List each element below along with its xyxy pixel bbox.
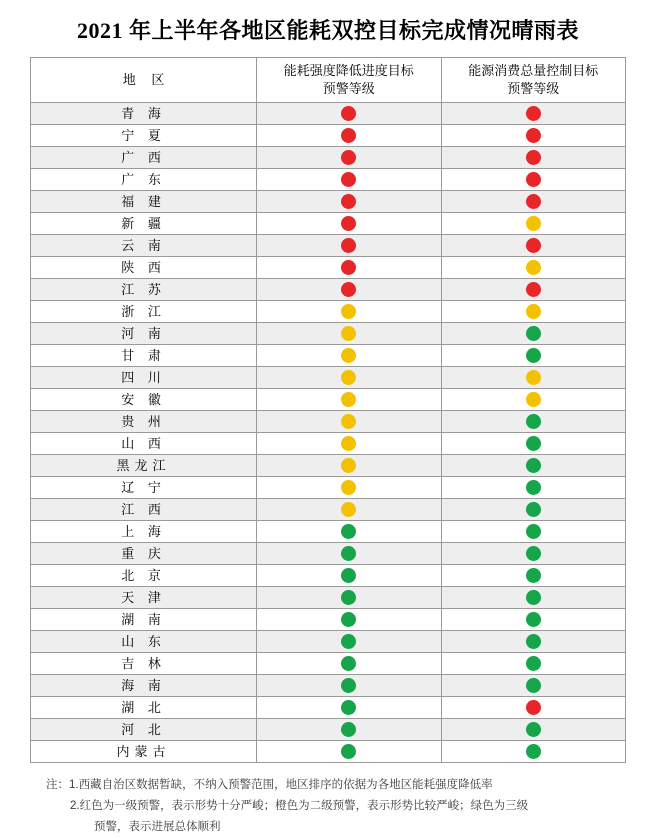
total-warning-cell [441, 257, 625, 279]
warning-dot-red [341, 150, 356, 165]
warning-dot-yellow [526, 304, 541, 319]
intensity-warning-cell [257, 455, 441, 477]
table-row [31, 609, 626, 631]
intensity-warning-cell [257, 697, 441, 719]
warning-dot-red [341, 172, 356, 187]
warning-dot-green [526, 590, 541, 605]
note-line-3: 预警，表示进展总体顺利 [94, 821, 221, 833]
warning-dot-yellow [341, 458, 356, 473]
warning-dot-green [526, 348, 541, 363]
intensity-warning-cell [257, 279, 441, 301]
column-header-intensity [257, 58, 441, 103]
table-row [31, 631, 626, 653]
warning-dot-yellow [341, 436, 356, 451]
warning-dot-green [341, 700, 356, 715]
table-row [31, 675, 626, 697]
intensity-warning-cell [257, 345, 441, 367]
warning-dot-red [526, 282, 541, 297]
warning-dot-green [526, 502, 541, 517]
warning-dot-red [341, 260, 356, 275]
intensity-warning-cell [257, 301, 441, 323]
warning-dot-green [526, 326, 541, 341]
total-warning-cell [441, 455, 625, 477]
region-name: 内蒙古 [31, 741, 257, 763]
region-name: 广 西 [31, 147, 257, 169]
intensity-warning-cell [257, 565, 441, 587]
total-warning-cell [441, 301, 625, 323]
intensity-warning-cell [257, 653, 441, 675]
intensity-warning-cell [257, 433, 441, 455]
energy-warning-table [30, 57, 626, 763]
warning-dot-green [526, 568, 541, 583]
table-row [31, 411, 626, 433]
region-name: 吉 林 [31, 653, 257, 675]
intensity-warning-cell [257, 609, 441, 631]
warning-dot-green [526, 612, 541, 627]
table-row [31, 389, 626, 411]
region-name: 贵 州 [31, 411, 257, 433]
table-row [31, 103, 626, 125]
warning-dot-green [341, 590, 356, 605]
table-row [31, 235, 626, 257]
warning-dot-green [526, 436, 541, 451]
region-name: 陕 西 [31, 257, 257, 279]
warning-dot-green [526, 634, 541, 649]
table-row [31, 257, 626, 279]
warning-dot-green [526, 414, 541, 429]
intensity-warning-cell [257, 499, 441, 521]
total-warning-cell [441, 719, 625, 741]
intensity-warning-cell [257, 235, 441, 257]
warning-dot-red [526, 106, 541, 121]
total-warning-cell [441, 411, 625, 433]
warning-dot-red [341, 106, 356, 121]
region-name: 湖 南 [31, 609, 257, 631]
region-name: 浙 江 [31, 301, 257, 323]
warning-dot-red [341, 128, 356, 143]
intensity-warning-cell [257, 411, 441, 433]
intensity-warning-cell [257, 213, 441, 235]
total-warning-cell [441, 609, 625, 631]
region-name: 云 南 [31, 235, 257, 257]
total-warning-cell [441, 323, 625, 345]
warning-dot-red [526, 128, 541, 143]
warning-dot-green [341, 524, 356, 539]
region-name: 上 海 [31, 521, 257, 543]
table-row [31, 653, 626, 675]
warning-dot-yellow [526, 216, 541, 231]
table-row [31, 213, 626, 235]
region-name: 天 津 [31, 587, 257, 609]
warning-dot-red [341, 238, 356, 253]
intensity-warning-cell [257, 147, 441, 169]
warning-dot-green [341, 546, 356, 561]
total-warning-cell [441, 279, 625, 301]
region-name: 山 东 [31, 631, 257, 653]
total-warning-cell [441, 433, 625, 455]
table-row [31, 477, 626, 499]
total-warning-cell [441, 367, 625, 389]
table-notes [30, 775, 626, 838]
warning-dot-green [526, 480, 541, 495]
region-name: 山 西 [31, 433, 257, 455]
region-name: 青 海 [31, 103, 257, 125]
note-line-1: 注：1.西藏自治区数据暂缺，不纳入预警范围，地区排序的依据为各地区能耗强度降低率 [46, 779, 493, 791]
total-warning-cell [441, 521, 625, 543]
intensity-warning-cell [257, 477, 441, 499]
warning-dot-green [526, 546, 541, 561]
table-row [31, 169, 626, 191]
warning-dot-yellow [526, 392, 541, 407]
table-row [31, 543, 626, 565]
intensity-warning-cell [257, 191, 441, 213]
total-warning-cell [441, 235, 625, 257]
table-row [31, 147, 626, 169]
table-row [31, 565, 626, 587]
column-header-region-label: 地 区 [122, 72, 171, 87]
column-header-intensity-line1: 能耗强度降低进度目标 [283, 63, 414, 78]
total-warning-cell [441, 565, 625, 587]
intensity-warning-cell [257, 125, 441, 147]
intensity-warning-cell [257, 323, 441, 345]
total-warning-cell [441, 169, 625, 191]
warning-dot-yellow [341, 414, 356, 429]
table-row [31, 697, 626, 719]
warning-dot-green [341, 568, 356, 583]
region-name: 新 疆 [31, 213, 257, 235]
column-header-total-line2: 预警等级 [507, 81, 560, 96]
intensity-warning-cell [257, 719, 441, 741]
warning-dot-green [341, 634, 356, 649]
warning-dot-green [526, 678, 541, 693]
total-warning-cell [441, 587, 625, 609]
table-row [31, 499, 626, 521]
warning-dot-red [526, 172, 541, 187]
region-name: 四 川 [31, 367, 257, 389]
total-warning-cell [441, 477, 625, 499]
warning-dot-yellow [341, 326, 356, 341]
region-name: 湖 北 [31, 697, 257, 719]
warning-dot-green [341, 744, 356, 759]
total-warning-cell [441, 697, 625, 719]
region-name: 黑龙江 [31, 455, 257, 477]
total-warning-cell [441, 125, 625, 147]
region-name: 江 西 [31, 499, 257, 521]
table-row [31, 345, 626, 367]
table-row [31, 191, 626, 213]
warning-dot-yellow [526, 370, 541, 385]
warning-dot-red [341, 216, 356, 231]
intensity-warning-cell [257, 103, 441, 125]
intensity-warning-cell [257, 675, 441, 697]
region-name: 福 建 [31, 191, 257, 213]
table-body [31, 103, 626, 763]
warning-dot-green [341, 678, 356, 693]
region-name: 重 庆 [31, 543, 257, 565]
table-row [31, 521, 626, 543]
warning-dot-green [526, 458, 541, 473]
warning-dot-yellow [341, 370, 356, 385]
warning-dot-green [341, 612, 356, 627]
region-name: 甘 肃 [31, 345, 257, 367]
table-row [31, 433, 626, 455]
intensity-warning-cell [257, 741, 441, 763]
total-warning-cell [441, 213, 625, 235]
warning-dot-green [341, 656, 356, 671]
total-warning-cell [441, 345, 625, 367]
total-warning-cell [441, 741, 625, 763]
table-row [31, 741, 626, 763]
intensity-warning-cell [257, 169, 441, 191]
table-row [31, 455, 626, 477]
region-name: 河 南 [31, 323, 257, 345]
intensity-warning-cell [257, 367, 441, 389]
intensity-warning-cell [257, 521, 441, 543]
region-name: 安 徽 [31, 389, 257, 411]
warning-dot-red [526, 194, 541, 209]
warning-dot-red [526, 700, 541, 715]
total-warning-cell [441, 499, 625, 521]
total-warning-cell [441, 103, 625, 125]
note-line-2: 2.红色为一级预警，表示形势十分严峻；橙色为二级预警，表示形势比较严峻；绿色为三级 [70, 800, 529, 812]
intensity-warning-cell [257, 631, 441, 653]
warning-dot-green [526, 744, 541, 759]
table-head [31, 58, 626, 103]
column-header-region [31, 58, 257, 103]
warning-dot-yellow [341, 348, 356, 363]
warning-dot-green [341, 722, 356, 737]
table-row [31, 367, 626, 389]
column-header-total [441, 58, 625, 103]
warning-dot-red [341, 194, 356, 209]
total-warning-cell [441, 675, 625, 697]
table-row [31, 125, 626, 147]
warning-dot-green [526, 656, 541, 671]
table-row [31, 279, 626, 301]
region-name: 辽 宁 [31, 477, 257, 499]
total-warning-cell [441, 147, 625, 169]
total-warning-cell [441, 653, 625, 675]
warning-dot-green [526, 722, 541, 737]
region-name: 北 京 [31, 565, 257, 587]
total-warning-cell [441, 389, 625, 411]
column-header-total-line1: 能源消费总量控制目标 [468, 63, 599, 78]
region-name: 河 北 [31, 719, 257, 741]
region-name: 广 东 [31, 169, 257, 191]
table-row [31, 587, 626, 609]
warning-dot-yellow [526, 260, 541, 275]
table-row [31, 323, 626, 345]
warning-dot-yellow [341, 304, 356, 319]
intensity-warning-cell [257, 257, 441, 279]
intensity-warning-cell [257, 543, 441, 565]
total-warning-cell [441, 191, 625, 213]
intensity-warning-cell [257, 587, 441, 609]
total-warning-cell [441, 543, 625, 565]
page-title: 2021 年上半年各地区能耗双控目标完成情况晴雨表 [76, 18, 579, 43]
warning-dot-red [341, 282, 356, 297]
region-name: 江 苏 [31, 279, 257, 301]
warning-dot-green [526, 524, 541, 539]
total-warning-cell [441, 631, 625, 653]
column-header-intensity-line2: 预警等级 [322, 81, 375, 96]
region-name: 宁 夏 [31, 125, 257, 147]
intensity-warning-cell [257, 389, 441, 411]
warning-dot-yellow [341, 502, 356, 517]
table-row [31, 719, 626, 741]
warning-dot-yellow [341, 392, 356, 407]
table-row [31, 301, 626, 323]
warning-dot-red [526, 150, 541, 165]
warning-dot-red [526, 238, 541, 253]
warning-dot-yellow [341, 480, 356, 495]
region-name: 海 南 [31, 675, 257, 697]
